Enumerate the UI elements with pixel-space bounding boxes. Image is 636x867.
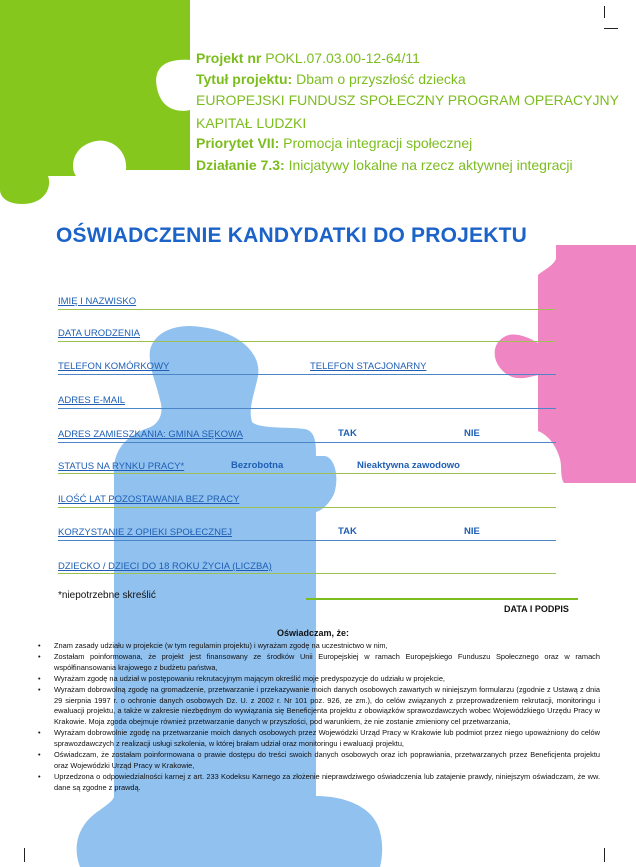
project-title-value: Dbam o przyszłość dziecka <box>296 71 466 87</box>
address-label: ADRES ZAMIESZKANIA: GMINA SĘKOWA <box>58 429 243 440</box>
priority <box>196 135 472 151</box>
children-label: DZIECKO / DZIECI DO 18 ROKU ŻYCIA (LICZBA) <box>58 561 272 572</box>
project-number-value: POKL.07.03.00-12-64/11 <box>265 50 420 66</box>
declaration-item: • Zostałam poinformowana, że projekt jest finansowany ze środków Unii Europejskiej w ramach Europejskiego Funduszu Społecznego oraz w ramach współfinansowania krajowego z budżetu państwa, <box>38 652 600 674</box>
action-label: Działanie 7.3: <box>196 157 285 173</box>
welfare-yes-option[interactable]: TAK <box>338 526 357 537</box>
address-yes-option[interactable]: TAK <box>338 428 357 439</box>
email-field[interactable] <box>58 408 556 409</box>
years-unemployed-field[interactable] <box>58 507 556 508</box>
declaration-list <box>38 641 600 794</box>
declaration-item: • Oświadczam, że zostałam poinformowana o prawie dostępu do treści swoich danych osobowych oraz ich poprawiania, przetwarzanych przez Beneficjenta projektu oraz Wojewódzki Urząd Pracy w Krakowie, <box>38 750 600 772</box>
priority-label: Priorytet VII: <box>196 135 280 151</box>
address-no-option[interactable]: NIE <box>464 428 480 439</box>
action <box>196 157 573 173</box>
social-welfare-field <box>58 540 556 541</box>
name-field[interactable] <box>58 309 556 310</box>
signature-field[interactable] <box>306 598 578 600</box>
project-number-label: Projekt nr <box>196 50 262 66</box>
crop-mark-top-right-h <box>604 28 618 29</box>
declaration-item: • Wyrażam dobrowolną zgodę na gromadzenie, przetwarzanie i przekazywanie moich danych osobowych zawartych w niniejszym formularzu (zgodnie z Ustawą z dnia 29 sierpnia 1997 r. o ochronie danych osobowych Dz. U. z 2002 r. Nr 101 poz. 926, ze zm.), do celów związanych z przeprowadzeniem rekrutacji, monitoringu i ewaluacji projektu, a także w zakresie niezbędnym do wywiązania się Beneficjenta projektu z obowiązków sprawozdawczych wobec Wojewódzkiego Urzędu Pracy w Krakowie. Moja zgoda obejmuje również przetwarzanie danych w przyszłości, pod warunkiem, że nie zostanie zmieniony cel przetwarzania, <box>38 685 600 729</box>
program-line-2: KAPITAŁ LUDZKI <box>196 115 307 131</box>
status-inactive-option[interactable]: Nieaktywna zawodowo <box>357 460 460 471</box>
birth-date-label: DATA URODZENIA <box>58 328 140 339</box>
project-title <box>196 71 466 87</box>
footnote: *niepotrzebne skreślić <box>58 590 156 601</box>
mobile-phone-label: TELEFON KOMÓRKOWY <box>58 361 170 372</box>
job-status-label: STATUS NA RYNKU PRACY* <box>58 461 185 472</box>
years-unemployed-label: ILOŚĆ LAT POZOSTAWANIA BEZ PRACY <box>58 494 240 505</box>
action-value: Inicjatywy lokalne na rzecz aktywnej integracji <box>288 157 573 173</box>
priority-value: Promocja integracji społecznej <box>283 135 473 151</box>
welfare-no-option[interactable]: NIE <box>464 526 480 537</box>
address-field <box>58 442 556 443</box>
social-welfare-label: KORZYSTANIE Z OPIEKI SPOŁECZNEJ <box>58 527 233 538</box>
job-status-field <box>58 473 556 474</box>
declaration-heading: Oświadczam, że: <box>277 628 350 638</box>
declaration-item: • Wyrażam dobrowolnie zgodę na przetwarzanie moich danych osobowych przez Wojewódzki Urząd Pracy w Krakowie lub podmiot przez niego upoważniony do celów sprawozdawczych z realizacji usługi szkolenia, w której brałam udział oraz monitoringu i ewaluacji projektu, <box>38 728 600 750</box>
declaration-item: • Uprzedzona o odpowiedzialności karnej z art. 233 Kodeksu Karnego za złożenie nieprawdziwego oświadczenia lub zatajenie prawdy, niniejszym oświadczam, że ww. dane są zgodne z prawdą. <box>38 772 600 794</box>
landline-phone-label: TELEFON STACJONARNY <box>310 361 427 372</box>
status-unemployed-option[interactable]: Bezrobotna <box>231 460 284 471</box>
signature-label: DATA I PODPIS <box>504 604 569 614</box>
declaration-item: • Wyrażam zgodę na udział w postępowaniu rekrutacyjnym mającym określić moje predyspozycje do udziału w projekcie, <box>38 674 600 685</box>
form-title: OŚWIADCZENIE KANDYDATKI DO PROJEKTU <box>56 224 527 247</box>
declaration-item: • Znam zasady udziału w projekcie (w tym regulamin projektu) i wyrażam zgodę na uczestnictwo w nim, <box>38 641 600 652</box>
phone-field[interactable] <box>58 374 556 375</box>
children-field[interactable] <box>58 573 556 574</box>
email-label: ADRES E-MAIL <box>58 395 126 406</box>
birth-date-field[interactable] <box>58 341 556 342</box>
crop-mark-bottom-left <box>24 848 25 862</box>
program-line-1: EUROPEJSKI FUNDUSZ SPOŁECZNY PROGRAM OPERACYJNY <box>196 92 619 108</box>
pink-puzzle-piece <box>490 245 636 485</box>
name-label: IMIĘ I NAZWISKO <box>58 296 137 307</box>
crop-mark-top-right-v <box>604 6 605 18</box>
project-number <box>196 50 420 66</box>
green-puzzle-piece <box>0 0 200 205</box>
crop-mark-bottom-right <box>604 848 605 862</box>
project-title-label: Tytuł projektu: <box>196 71 293 87</box>
